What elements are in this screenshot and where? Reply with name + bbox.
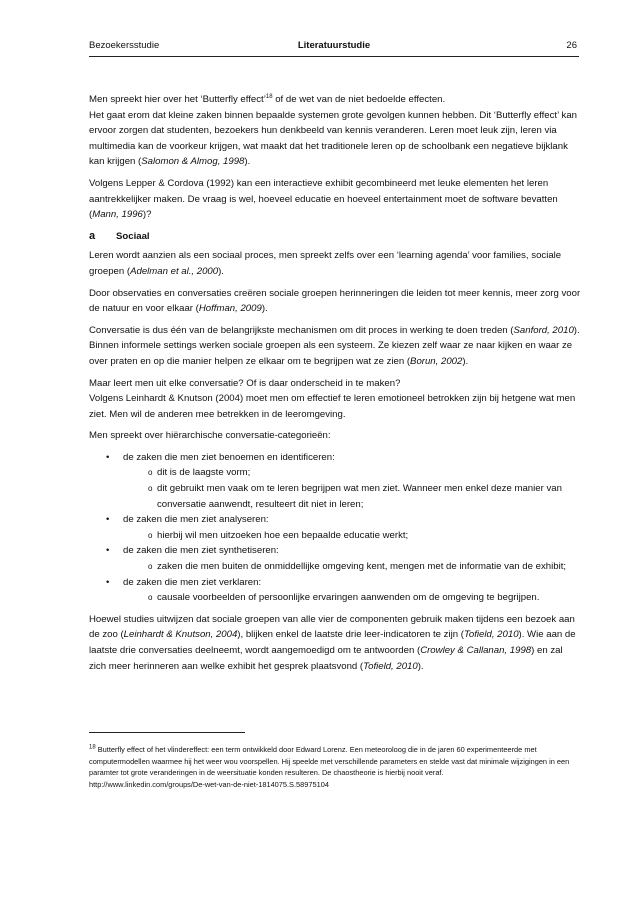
header-center-title: Literatuurstudie (297, 40, 371, 51)
citation: Adelman et al., 2000 (130, 265, 219, 277)
section-heading (89, 229, 581, 245)
citation: Salomon & Almog, 1998 (141, 156, 245, 168)
body-paragraph-5: Men spreekt over hiërarchische conversatie-categorieën: (89, 430, 331, 442)
footnote-url[interactable]: http://www.linkedin.com/groups/De-wet-van-de-niet-1814075.S.58975104 (89, 779, 329, 789)
citation: Sanford, 2010 (513, 324, 574, 336)
intro-paragraph-2: Het gaat erom dat kleine zaken binnen bepaalde systemen grote gevolgen kunnen hebben. Dit ‘Butterfly effect’ kan ervoor zorgen dat studenten, bezoekers hun denkbeeld van kennis veranderen. Leren moet leuk zijn, leren via multimedia kan de voorkeur krijgen, wat maakt dat het traditionele leren op de schoolbank een negatieve bijklank kan krijgen (Salomon & Almog, 1998). (89, 109, 577, 168)
sub-list-item: o dit gebruikt men vaak om te leren begrijpen wat men ziet. Wanneer men enkel deze manier van conversatie aanwendt, resulteert dit niet in leren; (123, 481, 581, 512)
citation: Hoffman, 2009 (198, 303, 262, 315)
header-left-title: Bezoekersstudie (89, 40, 160, 51)
closing-paragraph: Hoewel studies uitwijzen dat sociale groepen van alle vier de componenten gebruik maken tijdens een bezoek aan de zoo (Leinhardt & Knutson, 2004), blijken enkel de laatste drie leer-indicatoren te zijn (Tofield, 2010). Wie aan de laatste drie conversaties deelneemt, wordt aangemoedigd om te antwoorden (Crowley & Callanan, 1998) en zal zich meer herinneren aan welke exhibit het gesprek plaatsvond (Tofield, 2010). (89, 613, 576, 672)
body-paragraph-3: Conversatie is dus één van de belangrijkste mechanismen om dit proces in werking te doen treden (Sanford, 2010). Binnen informele settings werken sociale groepen als een systeem. Ze kiezen zelf waar ze naar kijken en waar ze over praten en op die manier helpen ze elkaar om te begrijpen wat ze zien (Borun, 2002). (89, 324, 580, 367)
sub-list (123, 559, 581, 575)
citation: Borun, 2002 (410, 355, 463, 367)
conversation-categories-list (89, 450, 581, 606)
section-number: a (89, 229, 96, 242)
sub-list (123, 528, 581, 544)
footnote-separator (89, 732, 245, 733)
citation: Crowley & Callanan, 1998 (420, 645, 532, 656)
citation: Tofield, 2010 (463, 629, 519, 641)
footnote-number: 18 (89, 744, 96, 751)
list-item: • de zaken die men ziet verklaren: o causale voorbeelden of persoonlijke ervaringen aanwenden om de omgeving te begrijpen. (89, 575, 581, 606)
sub-list-item: o hierbij wil men uitzoeken hoe een bepaalde educatie werkt; (123, 528, 581, 544)
main-content (89, 92, 581, 680)
page-header (89, 40, 579, 57)
footnote-text: $^{18}$ Butterfly effect of het vlindereffect: een term ontwikkeld door Edward Lorenz. Een meteoroloog die in de jaren 60 experimenteerde met computermodellen waarmee hij het weer wou voorspellen. Hij speelde met verschillende parameters en stelde vast dat minimale wijzigingen in een paramter tot grote veranderingen in de weersituatie konden resulteren. De chaostheorie is hierbij nooit veraf. (89, 744, 570, 777)
list-item: • de zaken die men ziet benoemen en identificeren: o dit is de laagste vorm; o dit gebruikt men vaak om te leren begrijpen wat men ziet. Wanneer men enkel deze manier van conversatie aanwendt, resulteert dit niet in leren; (89, 450, 581, 512)
footnote-reference[interactable]: 18 (265, 93, 273, 100)
intro-paragraph-3: Volgens Lepper & Cordova (1992) kan een interactieve exhibit gecombineerd met leuke elementen het leren aantrekkelijker maken. De vraag is wel, hoeveel educatie en hoeveel entertainment moet de software bevatten (Mann, 1996)? (89, 177, 558, 221)
section-title: Sociaal (116, 230, 150, 242)
list-item: • de zaken die men ziet synthetiseren: o zaken die men buiten de onmiddellijke omgeving kent, mengen met de informatie van de exhibit; (89, 543, 581, 574)
body-paragraph-2: Door observaties en conversaties creëren sociale groepen herinneringen die leiden tot meer kennis, meer zorg voor de natuur en voor elkaar (Hoffman, 2009). (89, 287, 581, 315)
body-paragraph-4: Maar leert men uit elke conversatie? Of is daar onderscheid in te maken? Volgens Leinhardt & Knutson (2004) moet men om effectief te leren emotioneel betrokken zijn bij hetgene wat men ziet. Men wil de anderen mee betrekken in de leeromgeving. (89, 377, 576, 420)
citation-year: 1992 (209, 177, 231, 189)
body-paragraph-1: Leren wordt aanzien als een sociaal proces, men spreekt zelfs over een ‘learning agenda’ voor families, sociale groepen (Adelman et al., 2000). (89, 250, 562, 277)
sub-list-item: o dit is de laagste vorm; (123, 465, 581, 481)
citation-year: 2004 (218, 393, 240, 405)
footnote (89, 744, 589, 790)
page-number: 26 (566, 40, 577, 51)
citation: Tofield, 2010 (363, 660, 418, 672)
sub-list (123, 590, 581, 606)
sub-list (123, 465, 581, 512)
sub-list-item: o zaken die men buiten de onmiddellijke omgeving kent, mengen met de informatie van de exhibit; (123, 559, 581, 575)
intro-paragraph-1: Men spreekt hier over het ‘Butterfly effect’$^{18}$ of de wet van de niet bedoelde effecten. (89, 93, 446, 105)
citation: Mann, 1996 (92, 209, 143, 221)
sub-list-item: o causale voorbeelden of persoonlijke ervaringen aanwenden om de omgeving te begrijpen. (123, 590, 581, 606)
list-item: • de zaken die men ziet analyseren: o hierbij wil men uitzoeken hoe een bepaalde educatie werkt; (89, 512, 581, 543)
citation: Leinhardt & Knutson, 2004 (123, 629, 238, 641)
